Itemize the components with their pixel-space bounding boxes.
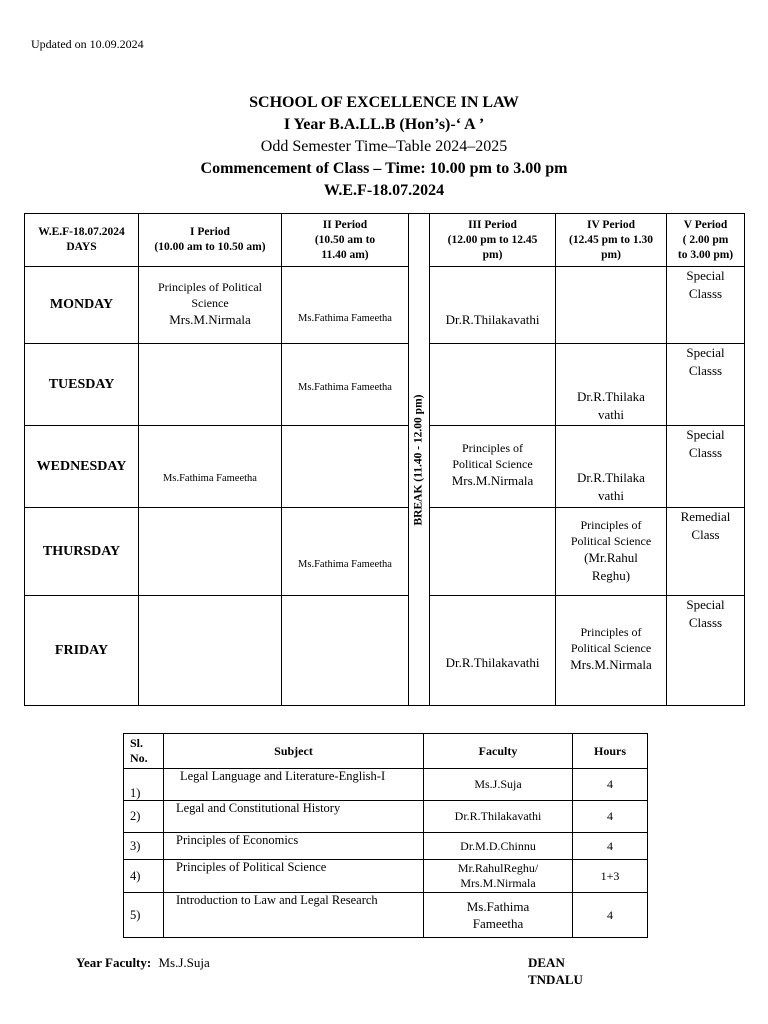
hours-header: Hours bbox=[573, 734, 648, 769]
faculty-cell: Dr.M.D.Chinnu bbox=[424, 833, 573, 860]
period-header-5: V Period ( 2.00 pm to 3.00 pm) bbox=[667, 214, 745, 267]
tuesday-period-1 bbox=[139, 344, 282, 426]
faculty-cell: Ms.J.Suja bbox=[424, 769, 573, 801]
wednesday-period-2 bbox=[282, 426, 409, 508]
friday-period-1 bbox=[139, 596, 282, 706]
slno-cell: 4) bbox=[124, 860, 164, 893]
monday-period-4 bbox=[556, 267, 667, 344]
faculty-cell: Dr.R.Thilakavathi bbox=[424, 801, 573, 833]
row-wednesday bbox=[25, 426, 745, 508]
hours-cell: 4 bbox=[573, 769, 648, 801]
period-header-3: III Period (12.00 pm to 12.45 pm) bbox=[430, 214, 556, 267]
tuesday-period-5: Special Classs bbox=[667, 344, 745, 426]
subject-cell: Introduction to Law and Legal Research bbox=[164, 893, 424, 938]
wednesday-period-1: Ms.Fathima Fameetha bbox=[139, 426, 282, 508]
days-header: W.E.F-18.07.2024 DAYS bbox=[25, 214, 139, 267]
dean-label: DEAN bbox=[528, 955, 565, 970]
monday-period-3: Dr.R.Thilakavathi bbox=[430, 267, 556, 344]
tuesday-period-2: Ms.Fathima Fameetha bbox=[282, 344, 409, 426]
faculty-cell: Mr.RahulReghu/ Mrs.M.Nirmala bbox=[424, 860, 573, 893]
thursday-period-2: Ms.Fathima Fameetha bbox=[282, 508, 409, 596]
subject-cell: Legal Language and Literature-English-I bbox=[164, 769, 424, 801]
monday-period-2: Ms.Fathima Fameetha bbox=[282, 267, 409, 344]
subject-header-row bbox=[124, 734, 648, 769]
friday-period-2 bbox=[282, 596, 409, 706]
table-row bbox=[124, 833, 648, 860]
table-row bbox=[124, 801, 648, 833]
commencement-line: Commencement of Class – Time: 10.00 pm to 3.00 pm bbox=[200, 160, 568, 177]
year-faculty-name: Ms.J.Suja bbox=[158, 955, 210, 970]
subject-table bbox=[123, 733, 648, 938]
semester-title: Odd Semester Time–Table 2024–2025 bbox=[260, 138, 508, 155]
row-thursday bbox=[25, 508, 745, 596]
table-row bbox=[124, 893, 648, 938]
period-header-2: II Period (10.50 am to 11.40 am) bbox=[282, 214, 409, 267]
day-label: TUESDAY bbox=[25, 344, 139, 426]
timetable-header-row bbox=[25, 214, 745, 267]
thursday-period-5: Remedial Class bbox=[667, 508, 745, 596]
day-label: MONDAY bbox=[25, 267, 139, 344]
wednesday-period-4: Dr.R.Thilaka vathi bbox=[556, 426, 667, 508]
subject-cell: Principles of Economics bbox=[164, 833, 424, 860]
break-column bbox=[409, 214, 430, 706]
faculty-header: Faculty bbox=[424, 734, 573, 769]
thursday-period-3 bbox=[430, 508, 556, 596]
subject-cell: Legal and Constitutional History bbox=[164, 801, 424, 833]
wednesday-period-3: Principles of Political Science Mrs.M.Nirmala bbox=[430, 426, 556, 508]
friday-period-5: Special Classs bbox=[667, 596, 745, 706]
slno-header: Sl. No. bbox=[124, 734, 164, 769]
monday-period-1: Principles of Political Science Mrs.M.Nirmala bbox=[139, 267, 282, 344]
break-label: BREAK (11.40 - 12.00 pm) bbox=[412, 394, 425, 525]
faculty-cell: Ms.Fathima Fameetha bbox=[424, 893, 573, 938]
period-header-4: IV Period (12.45 pm to 1.30 pm) bbox=[556, 214, 667, 267]
tuesday-period-4: Dr.R.Thilaka vathi bbox=[556, 344, 667, 426]
subject-header: Subject bbox=[164, 734, 424, 769]
hours-cell: 1+3 bbox=[573, 860, 648, 893]
school-title: SCHOOL OF EXCELLENCE IN LAW bbox=[249, 94, 519, 111]
hours-cell: 4 bbox=[573, 833, 648, 860]
wednesday-period-5: Special Classs bbox=[667, 426, 745, 508]
day-label: THURSDAY bbox=[25, 508, 139, 596]
tuesday-period-3 bbox=[430, 344, 556, 426]
course-title: I Year B.A.LL.B (Hon’s)-‘ A ’ bbox=[283, 116, 485, 133]
row-tuesday bbox=[25, 344, 745, 426]
thursday-period-1 bbox=[139, 508, 282, 596]
timetable bbox=[24, 213, 745, 706]
slno-cell: 5) bbox=[124, 893, 164, 938]
year-faculty bbox=[76, 955, 210, 971]
updated-date: Updated on 10.09.2024 bbox=[31, 37, 144, 51]
year-faculty-label: Year Faculty: bbox=[76, 955, 152, 970]
table-row bbox=[124, 860, 648, 893]
day-label: FRIDAY bbox=[25, 596, 139, 706]
table-row bbox=[124, 769, 648, 801]
friday-period-3: Dr.R.Thilakavathi bbox=[430, 596, 556, 706]
wef-line: W.E.F-18.07.2024 bbox=[323, 182, 445, 199]
slno-cell: 2) bbox=[124, 801, 164, 833]
hours-cell: 4 bbox=[573, 893, 648, 938]
hours-cell: 4 bbox=[573, 801, 648, 833]
monday-period-5: Special Classs bbox=[667, 267, 745, 344]
org-label: TNDALU bbox=[528, 972, 583, 987]
row-friday bbox=[25, 596, 745, 706]
slno-cell: 3) bbox=[124, 833, 164, 860]
thursday-period-4: Principles of Political Science (Mr.Rahul Reghu) bbox=[556, 508, 667, 596]
day-label: WEDNESDAY bbox=[25, 426, 139, 508]
friday-period-4: Principles of Political Science Mrs.M.Nirmala bbox=[556, 596, 667, 706]
subject-cell: Principles of Political Science bbox=[164, 860, 424, 893]
period-header-1: I Period (10.00 am to 10.50 am) bbox=[139, 214, 282, 267]
row-monday bbox=[25, 267, 745, 344]
slno-cell: 1) bbox=[124, 769, 164, 801]
